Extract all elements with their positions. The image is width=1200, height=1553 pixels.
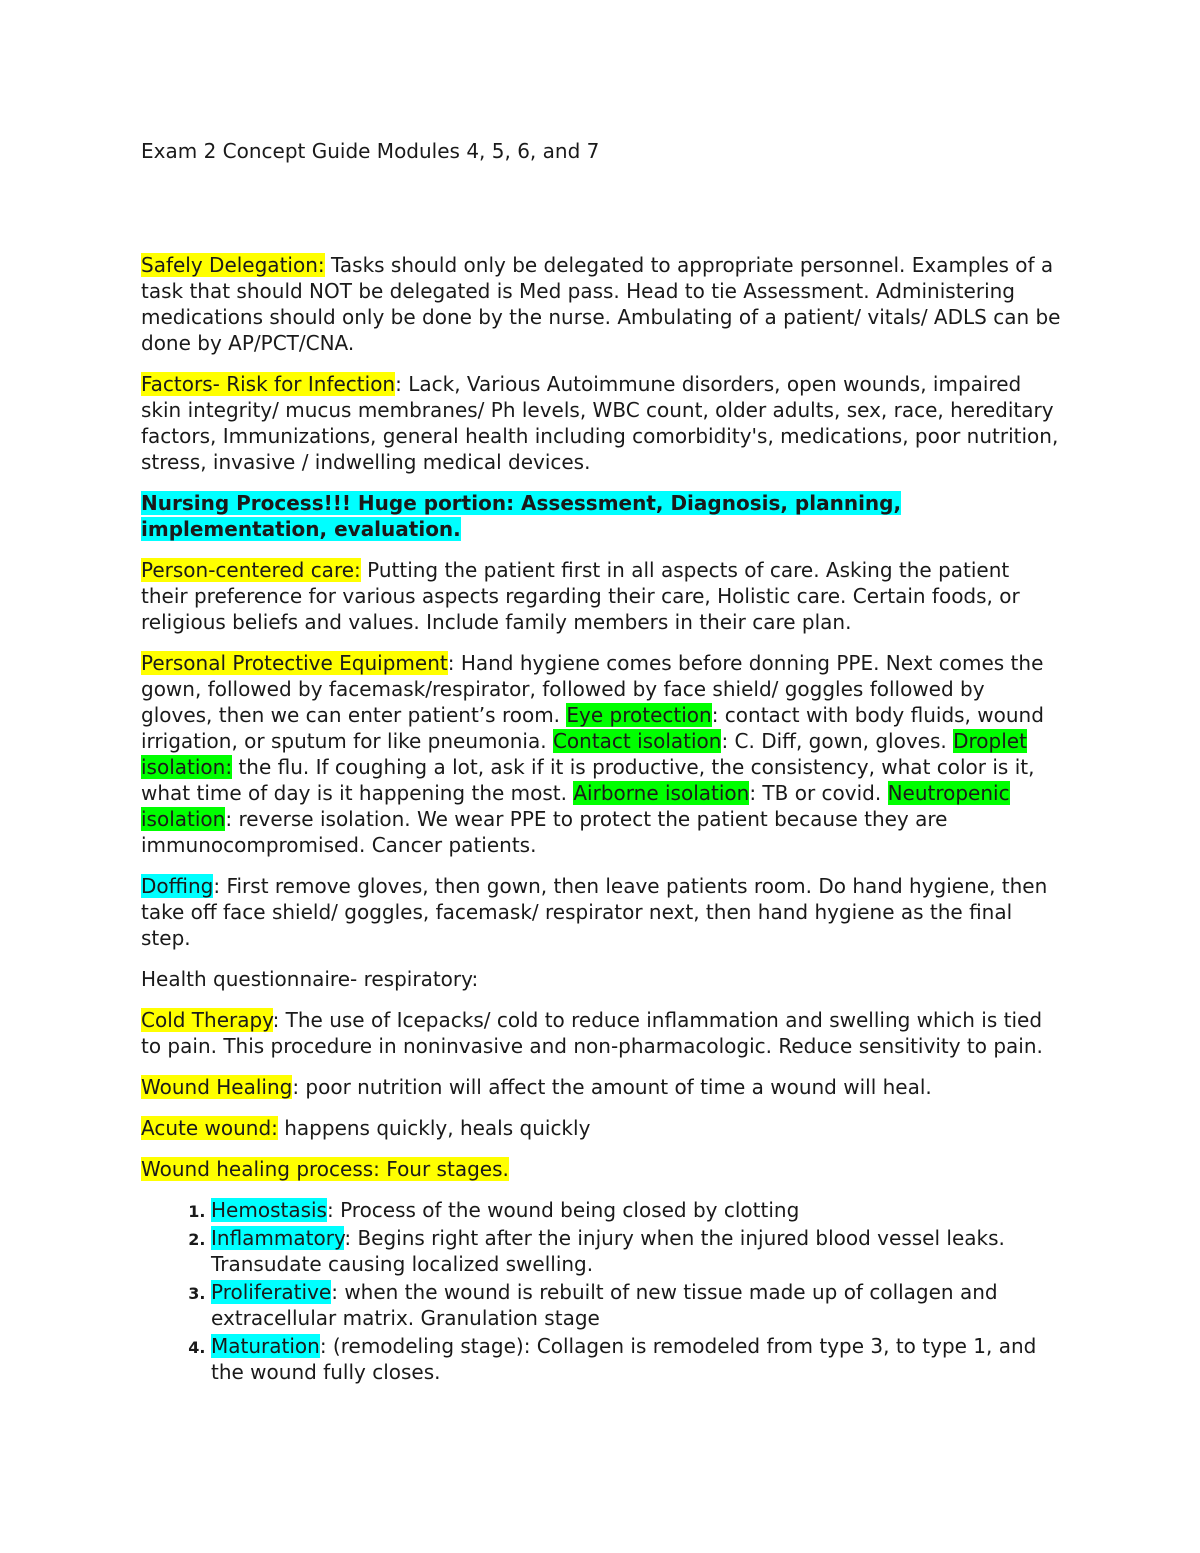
delegation-paragraph <box>141 252 1061 356</box>
nursing-process-paragraph <box>141 490 1061 542</box>
stage-text: : when the wound is rebuilt of new tissue made up of collagen and extracellular matrix. Granulation stage <box>211 1280 998 1330</box>
acute-wound-text: happens quickly, heals quickly <box>277 1116 591 1140</box>
list-item <box>211 1197 1061 1223</box>
cold-therapy-text: : The use of Icepacks/ cold to reduce inflammation and swelling which is tied to pain. This procedure in noninvasive and non-pharmacologic. Reduce sensitivity to pain. <box>141 1008 1043 1058</box>
doffing-paragraph <box>141 873 1061 951</box>
nursing-process-text: Nursing Process!!! Huge portion: Assessment, Diagnosis, planning, implementation, evaluation. <box>141 491 902 541</box>
infection-heading: Factors- Risk for Infection <box>141 372 396 396</box>
stage-text: : (remodeling stage): Collagen is remodeled from type 3, to type 1, and the wound fully closes. <box>211 1334 1037 1384</box>
cold-therapy-paragraph <box>141 1007 1061 1059</box>
neutropenic-isolation-heading: Neutropenic isolation <box>141 781 1010 831</box>
stage-name: Hemostasis <box>211 1198 327 1222</box>
wound-healing-paragraph <box>141 1074 1061 1100</box>
delegation-heading: Safely Delegation: <box>141 253 325 277</box>
acute-wound-paragraph <box>141 1115 1061 1141</box>
eye-protection-text: : contact with body fluids, wound irrigation, or sputum for like pneumonia. <box>141 703 1044 753</box>
stage-name: Inflammatory <box>211 1226 345 1250</box>
droplet-isolation-text: the flu. If coughing a lot, ask if it is productive, the consistency, what color is it, what time of day is it happening the most. <box>141 755 1035 805</box>
list-item <box>211 1225 1061 1277</box>
doffing-heading: Doffing <box>141 874 214 898</box>
airborne-isolation-text: : TB or covid. <box>749 781 888 805</box>
eye-protection-heading: Eye protection <box>566 703 712 727</box>
contact-isolation-text: : C. Diff, gown, gloves. <box>721 729 954 753</box>
infection-text: : Lack, Various Autoimmune disorders, open wounds, impaired skin integrity/ mucus membranes/ Ph levels, WBC count, older adults, sex, race, hereditary factors, Immunizations, general health including comorbidity's, medications, poor nutrition, stress, invasive / indwelling medical devices. <box>141 372 1059 474</box>
document-page <box>141 138 1061 1387</box>
neutropenic-isolation-text: : reverse isolation. We wear PPE to protect the patient because they are immunocompromised. Cancer patients. <box>141 807 948 857</box>
wound-process-paragraph <box>141 1156 1061 1182</box>
list-item <box>211 1333 1061 1385</box>
stage-name: Maturation <box>211 1334 320 1358</box>
acute-wound-heading: Acute wound: <box>141 1116 278 1140</box>
stage-name: Proliferative <box>211 1280 332 1304</box>
wound-healing-heading: Wound Healing <box>141 1075 293 1099</box>
doffing-text: : First remove gloves, then gown, then leave patients room. Do hand hygiene, then take off face shield/ goggles, facemask/ respirator next, then hand hygiene as the final step. <box>141 874 1048 950</box>
health-questionnaire-paragraph: Health questionnaire- respiratory: <box>141 967 479 991</box>
wound-process-heading: Wound healing process: Four stages. <box>141 1157 509 1181</box>
stage-text: : Begins right after the injury when the injured blood vessel leaks. Transudate causing localized swelling. <box>211 1226 1005 1276</box>
list-item <box>211 1279 1061 1331</box>
delegation-text: Tasks should only be delegated to appropriate personnel. Examples of a task that should NOT be delegated is Med pass. Head to tie Assessment. Administering medications should only be done by the nurse. Ambulating of a patient/ vitals/ ADLS can be done by AP/PCT/CNA. <box>141 253 1061 355</box>
infection-paragraph <box>141 371 1061 475</box>
document-title: Exam 2 Concept Guide Modules 4, 5, 6, and 7 <box>141 139 600 163</box>
stage-text: : Process of the wound being closed by clotting <box>326 1198 800 1222</box>
airborne-isolation-heading: Airborne isolation <box>573 781 750 805</box>
ppe-paragraph <box>141 650 1061 858</box>
ppe-text: : Hand hygiene comes before donning PPE. Next comes the gown, followed by facemask/respirator, followed by face shield/ goggles followed by gloves, then we can enter patient’s room. <box>141 651 1044 727</box>
person-centered-paragraph <box>141 557 1061 635</box>
ppe-heading: Personal Protective Equipment <box>141 651 448 675</box>
wound-stages-list <box>141 1197 1061 1385</box>
contact-isolation-heading: Contact isolation <box>552 729 722 753</box>
person-centered-heading: Person-centered care: <box>141 558 361 582</box>
droplet-isolation-heading: Droplet isolation: <box>141 729 1027 779</box>
cold-therapy-heading: Cold Therapy <box>141 1008 273 1032</box>
person-centered-text: Putting the patient first in all aspects of care. Asking the patient their preference for various aspects regarding their care, Holistic care. Certain foods, or religious beliefs and values. Include family members in their care plan. <box>141 558 1020 634</box>
wound-healing-text: : poor nutrition will affect the amount of time a wound will heal. <box>292 1075 932 1099</box>
